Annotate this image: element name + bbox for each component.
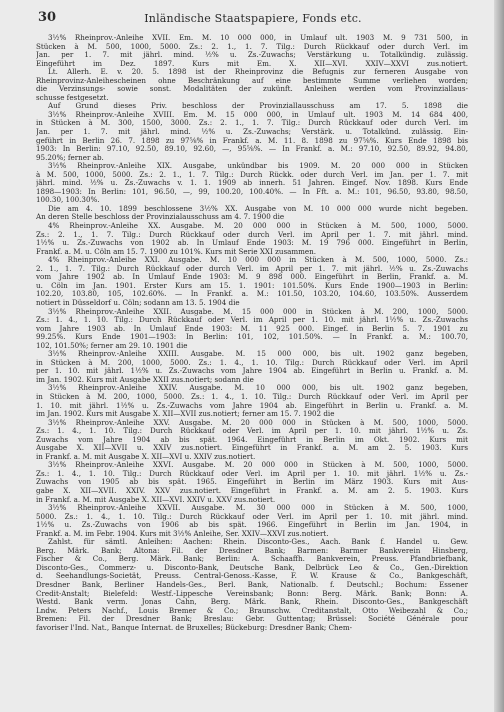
text-line: Zuwachs vom Jahre 1904 ab bis spät. 1964. Eingeführt in Berlin im Okt. 1902. Kurs mit xyxy=(36,435,468,444)
text-line: Lndw. Peters Nachf., Louis Bremer & Co.; Braunschw. Creditanstalt, Otto Weibezahl & Co.; xyxy=(36,606,468,615)
text-line: à M. 500, 1000, 5000. Zs.: 2. 1., 1. 7. Tilg.: Durch Rückk. oder durch Verl. im Jan. per 1. 7. mit xyxy=(36,170,468,179)
text-line: Rheinprovinz-Anleihescheinen ohne Beschränkung auf eine bestimmte Summe verliehen worden; xyxy=(36,76,468,85)
text-line: u. Cöln im Jan. 1901. Erster Kurs am 15. 1. 1901: 101.50%. Kurs Ende 1900—1903 in Berlin: xyxy=(36,281,468,290)
text-line: 95.20%; ferner ab. xyxy=(36,153,104,162)
text-line: 3½% Rheinprov.-Anleihe XXIV. Ausgabe. M. 10 000 000, bis ult. 1902 ganz begeben, xyxy=(48,384,468,393)
text-line: im Jan. 1902. Kurs mit Ausgabe X. XII—XVII zus.notiert; ferner am 15. 7. 1902 die xyxy=(36,410,335,419)
text-line: 102.20, 103.80, 105, 102.60%. — In Frankf. a. M.: 101.50, 103.20, 104.60, 103.50%. Ausserdem xyxy=(36,290,468,299)
running-title: Inländische Staatspapiere, Fonds etc. xyxy=(144,12,362,25)
text-line: Auf Grund dieses Priv. beschloss der Provinziallausschuss am 17. 5. 1898 die xyxy=(48,102,468,111)
text-line: 1898—1903: In Berlin: 101, 96.50, —, 99, 100.20, 100.40%. — In Fft. a. M.: 101, 96.50, 93.80, 98.50, xyxy=(36,187,468,196)
text-line: Westd. Bank verm. Jonas Cahn, Berg. Märk. Bank, Rhein. Disconto-Ges., Bankgeschäft xyxy=(36,598,468,607)
text-line: Zuwachs von 1905 ab bis spät. 1965. Eingeführt in Berlin im März 1903. Kurs mit Aus- xyxy=(36,478,468,487)
text-line: Ausgabe X. XII—XVII u. XXIV zus.notiert. Eingeführt in Frankf. a. M. am 2. 5. 1903. Kurs xyxy=(36,444,468,453)
text-line: im Jan. 1902. Kurs mit Ausgabe XXII zus.notiert; sodann die xyxy=(36,375,254,384)
text-line: 3½% Rheinprov.-Anleihe XIX. Ausgabe, unkündbar bis 1909. M. 20 000 000 in Stücken xyxy=(48,162,468,171)
text-line: Jan. per 1. 7. mit jährl. mind. ½% u. Zs.-Zuwachs; Verstärk. u. Totalkünd. zulässig. Ein- xyxy=(36,128,468,137)
text-line: 3½% Rheinprov.-Anleihe XXVII. Ausgabe. M. 30 000 000 in Stücken à M. 500, 1000, xyxy=(48,504,468,513)
text-line: Lt. Allerh. E. v. 20. 5. 1898 ist der Rheinprovinz die Befugnis zur ferneren Ausgabe von xyxy=(48,68,468,77)
page-header xyxy=(38,10,468,30)
text-line: 3½% Rheinprov.-Anleihe XXIII. Ausgabe. M. 15 000 000, bis ult. 1902 ganz begeben, xyxy=(48,350,468,359)
text-line: Frankf. a. M. u. Cöln am 15. 7. 1900 zu 101%. Kurs mit Serie XXI zusammen. xyxy=(36,247,317,256)
text-line: 102, 101.50%; ferner am 29. 10. 1901 die xyxy=(36,341,188,350)
text-line: Berg. Märk. Bank; Altona: Fil. der Dresdner Bank; Barmen: Barmer Bankverein Hinsberg, xyxy=(36,546,468,555)
text-line: gabe X. XII—XVII. XXIV. XXV zus.notiert. Eingeführt in Frankf. a. M. am 2. 5. 1903. Kurs xyxy=(36,486,468,495)
text-line: Zs.: 1. 4., 1. 10. Tilg.: Durch Rückkauf oder Verl. im April per 1. 10. mit jährl. 1½% u. Zs.- xyxy=(36,469,468,478)
body-text xyxy=(36,34,468,706)
text-line: Zs.: 1. 4., 1. 10. Tilg.: Durch Rückkauf oder Verl. im April per 1. 10. mit jährl. 1½% u. Zs.-Zuwachs xyxy=(36,316,468,325)
text-line: in Frankf. a. M. mit Ausgabe X. XII—XVI u. XXIV zus.notiert. xyxy=(36,452,256,461)
text-line: 4% Rheinprov.-Anleihe XXI. Ausgabe. M. 10 000 000 in Stücken à M. 500, 1000, 5000. Zs.: xyxy=(48,256,468,265)
text-line: vom Jahre 1903 ab. In Umlauf Ende 1903: M. 11 925 000. Eingef. in Berlin 5. 7. 1901 zu xyxy=(36,324,468,333)
text-line: 1. 10. mit jährl. 1½% u. Zs.-Zuwachs vom Jahre 1904 ab. Eingeführt in Berlin u. Frankf. a. M. xyxy=(36,401,468,410)
text-line: 3½% Rheinprov.-Anleihe XXV. Ausgabe. M. 20 000 000 in Stücken à M. 500, 1000, 5000. xyxy=(48,418,468,427)
text-line: 100.30, 100.30%. xyxy=(36,196,100,205)
text-line: Eingeführt im Dez. 1897. Kurs mit Em. X. XII—XVI. XXIV—XXVI zus.notiert. xyxy=(36,59,468,68)
text-line: in Stücken à M. 200, 1000, 5000. Zs.: 1. 4., 1. 10. Tilg.: Durch Rückkauf oder Verl. im April per xyxy=(36,392,468,401)
text-line: 3½% Rheinprov.-Anleihe XVIII. Em. M. 15 000 000, in Umlauf ult. 1903 M. 14 684 400, xyxy=(48,110,468,119)
text-line: 3½% Rheinprov.-Anleihe XVII. Em. M. 10 000 000, in Umlauf ult. 1903 M. 9 731 500, in xyxy=(48,34,468,42)
text-line: Jan. per 1. 7. mit jährl. mind. ½% u. Zs.-Zuwachs; Verstärkung u. Totalkündig. zulässig. xyxy=(36,51,468,60)
text-line: favoriser l'Ind. Nat., Banque Internat. de Bruxelles; Bückeburg: Dresdner Bank; Chem- xyxy=(36,623,353,632)
text-line: 99.25%. Kurs Ende 1901—1903: In Berlin: 101, 102, 101.50%. — In Frankf. a. M.: 100.70, xyxy=(36,333,468,342)
text-line: die Verzinsungs- sowie sonst. Modalitäten der zukünft. Anleihen werden vom Provinziallaus- xyxy=(36,85,468,94)
text-line: geführt in Berlin 26. 7. 1898 zu 97⅝% in Frankf. a. M. 11. 8. 1898 zu 97⅝%. Kurs Ende 1898 bis xyxy=(36,136,468,145)
page-number: 30 xyxy=(38,10,57,25)
text-line: 1½% u. Zs.-Zuwachs von 1902 ab. In Umlauf Ende 1903: M. 19 796 000. Eingeführt in Berlin, xyxy=(36,239,468,248)
text-line: notiert in Düsseldorf u. Cöln; sodann am 13. 5. 1904 die xyxy=(36,298,240,307)
text-line: 5000. Zs.: 1. 4., 1. 10. Tilg.: Durch Rückkauf oder Verl. im April per 1. 10. mit jährl. mind. xyxy=(36,512,468,521)
text-line: Die am 4. 10. 1899 beschlossene 3½% XX. Ausgabe von M. 10 000 000 wurde nicht begeben. xyxy=(48,204,468,213)
text-line: Credit-Anstalt; Bielefeld: Westf.-Lippesche Vereinsbank; Bonn: Berg. Märk. Bank; Bonn: A. xyxy=(36,589,468,598)
text-line: in Frankf. a. M. mit Ausgabe X. XII—XVI. XXIV u. XXV zus.notiert. xyxy=(36,495,276,504)
text-line: schusse festgesetzt. xyxy=(36,93,109,102)
text-line: 4% Rheinprov.-Anleihe XX. Ausgabe. M. 20 000 000 in Stücken à M. 500, 1000, 5000. xyxy=(48,222,468,231)
text-line: Zahlst. für sämtl. Anleihen: Aachen: Rhein. Disconto-Ges., Aach. Bank f. Handel u. Gew. xyxy=(48,538,468,547)
text-line: Zs.: 1. 4., 1. 10. Tilg.: Durch Rückkauf oder Verl. im April per 1. 10. mit jährl. 1½% u. Zs. xyxy=(36,427,468,436)
text-line: Bremen: Fil. der Dresdner Bank; Breslau: Gebr. Guttentag; Brüssel: Société Générale pour xyxy=(36,615,468,624)
text-line: d. Seehandlungs-Societät, Preuss. Central-Genoss.-Kasse, F. W. Krause & Co., Bankgeschäft, xyxy=(36,572,468,581)
text-line: An deren Stelle beschloss der Provinzialausschuss am 4. 7. 1900 die xyxy=(36,213,285,222)
text-line: Frankf. a. M. im Febr. 1904. Kurs mit 3½% Anleihe, Ser. XXIV—XXVI zus.notiert. xyxy=(36,529,329,538)
text-line: in Stücken à M. 300, 1500, 3000. Zs.: 2. 1., 1. 7. Tilg.: Durch Rückkauf oder durch Verl. im xyxy=(36,119,468,128)
text-line: 2. 1., 1. 7. Tilg.: Durch Rückkauf oder durch Verl. im April per 1. 7. mit jährl. ½% u. Zs.-Zuwachs xyxy=(36,264,468,273)
text-line: Zs.: 2. 1., 1. 7. Tilg.: Durch Rückkauf oder durch Verl. im April per 1. 7. mit jährl. mind. xyxy=(36,230,468,239)
text-line: 3½% Rheinprov.-Anleihe XXVI. Ausgabe. M. 20 000 000 in Stücken à M. 500, 1000, 5000. xyxy=(48,461,468,470)
text-line: Disconto-Ges., Commerz- u. Disconto-Bank, Deutsche Bank, Delbrück Leo & Co., Gen.-Direktion xyxy=(36,563,468,572)
text-line: vom Jahre 1902 ab. In Umlauf Ende 1903: M. 9 898 000. Eingeführt in Berlin, Frankf. a. M. xyxy=(36,273,468,282)
text-line: jährl. mind. ½% u. Zs.-Zuwachs v. 1. 1. 1909 ab innerh. 51 Jahren. Eingef. Nov. 1898. Kurs Ende xyxy=(36,179,468,188)
text-line: per 1. 10. mit jährl. 1½% u. Zs.-Zuwachs vom Jahre 1904 ab. Eingeführt in Berlin u. Frankf. a. M. xyxy=(36,367,468,376)
text-line: 1½% u. Zs.-Zuwachs von 1906 ab bis spät. 1966. Eingeführt in Berlin im Jan. 1904, in xyxy=(36,521,468,530)
text-line: 1903: In Berlin: 97.10, 92.50, 89.10, 92.60, —, 95⅝%. — In Frankf. a. M.: 97.10, 92.50, 89.92, 94.80, xyxy=(36,145,468,154)
text-line: Stücken à M. 500, 1000, 5000. Zs.: 2. 1., 1. 7. Tilg.: Durch Rückkauf oder durch Verl. im xyxy=(36,42,468,51)
text-line: Fischer & Co., Berg. Märk. Bank; Berlin: A. Schaaffh. Bankverein, Preuss. Pfandbriefbank, xyxy=(36,555,468,564)
text-line: 3½% Rheinprov.-Anleihe XXII. Ausgabe. M. 15 000 000 in Stücken à M. 200, 1000, 5000. xyxy=(48,307,468,316)
text-line: Dresdner Bank, Berliner Handels-Ges., Berl. Bank, Nationalb. f. Deutschl.; Bochum: Essener xyxy=(36,581,468,589)
text-line: in Stücken à M. 200, 1000, 5000. Zs.: 1. 4., 1. 10. Tilg.: Durch Rückkauf oder Verl. im April xyxy=(36,358,468,367)
page-edge xyxy=(494,0,504,712)
